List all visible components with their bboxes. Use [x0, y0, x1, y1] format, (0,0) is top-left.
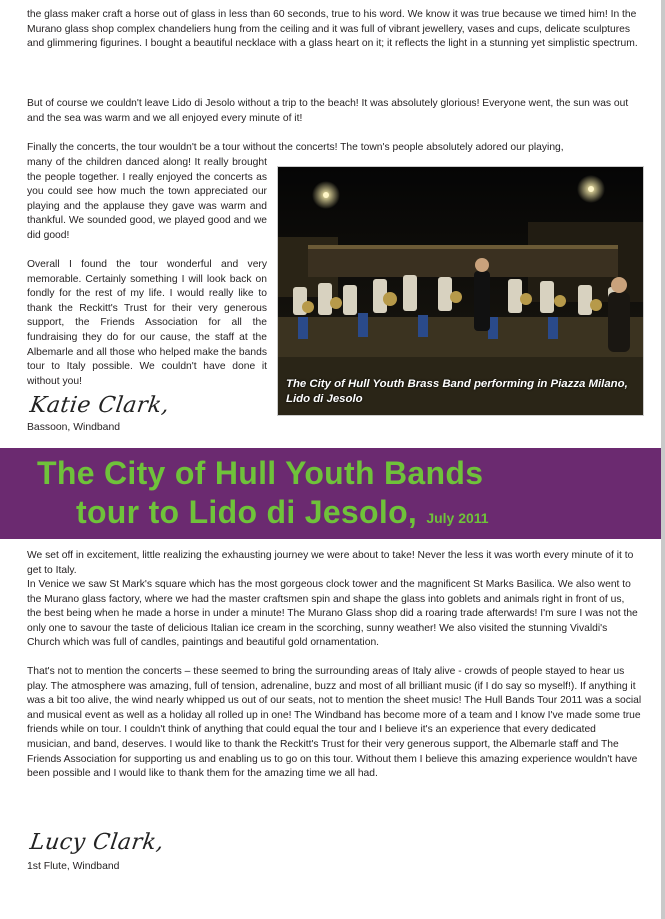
beach-paragraph: But of course we couldn't leave Lido di Jesolo without a trip to the beach! It was absolutely glorious! Everyone went, the sun was out and the sea was warm and we all enjoyed every minute of it!: [27, 98, 629, 124]
concerts-paragraph: many of the children danced along! It really brought the people together. I really enjoyed the concerts as you could see how much the town appreciated our playing and the applause they gave was warm and thankful. We sounded good, we played good and we did good!: [27, 157, 267, 241]
intro-paragraph-glass: the glass maker craft a horse out of glass in less than 60 seconds, true to his word. We know it was true because we timed him! In the Murano glass shop complex chandeliers hung from the ceiling and it was full of vibrant jewellery, vases and cups, delicate sculptures and glimmering figurines. I bought a beautiful necklace with a glass heart on it; it reflects the light in a stunning yet simplistic spectrum.: [27, 9, 638, 50]
signature-role-lucy: 1st Flute, Windband: [27, 861, 120, 872]
banner-title-text: tour to Lido di Jesolo,: [76, 494, 418, 530]
signature-role-katie: Bassoon, Windband: [27, 422, 120, 433]
title-banner: [0, 448, 665, 539]
concerts-summary-paragraph: That's not to mention the concerts – these seemed to bring the surrounding areas of Italy alive - crowds of people stayed to hear us play. The atmosphere was amazing, full of tension, adrenaline, buzz and most of all brilliant music (if I do say so myself!). If anything it was a bit too alive, the wind nearly whipped us out of our seats, not to mention the sheet music! The Hull Bands Tour 2011 was a social and musical event as well as a holiday all rolled up in one! The Windband has become more of a team and I know I've made some true friends while on tour. I couldn't think of anything that could equal the tour and I believe it's an experience that every dedicated musician, and band, deserves. I would like to thank the Reckitt's Trust for their very generous support, the Albemarle staff and The Friends Association for supporting us and enabling us to go on this tour. Without them I believe this amazing experience wouldn't have been possible and I would like to thank them for the amazing time we all had.: [27, 666, 642, 780]
banner-title-line2: [76, 493, 489, 537]
thanks-paragraph: Overall I found the tour wonderful and very memorable. Certainly something I will look back on fondly for the rest of my life. I would really like to thank the Reckitt's Trust for their very generous support, the Friends Association for all the fundraising they do for our cause, the staff at the Albemarle and all those who helped make the bands tour to Italy possible. We couldn't have done it without you!: [27, 259, 267, 387]
signature-lucy-clark: Lucy Clark,: [28, 830, 166, 855]
signature-katie-clark: Katie Clark,: [28, 393, 172, 418]
photo-caption: The City of Hull Youth Brass Band performing in Piazza Milano, Lido di Jesolo: [286, 378, 628, 405]
band-concert-photo: [277, 166, 644, 416]
journey-paragraph: We set off in excitement, little realizing the exhausting journey we were about to take! Never the less it was worth every minute of it to get to Italy.: [27, 550, 634, 576]
scan-edge: [661, 0, 665, 919]
banner-title-line1: The City of Hull Youth Bands: [37, 455, 484, 491]
banner-date: July 2011: [426, 510, 489, 526]
concerts-paragraph-lead: Finally the concerts, the tour wouldn't be a tour without the concerts! The town's people absolutely adored our playing,: [27, 142, 564, 153]
venice-paragraph: In Venice we saw St Mark's square which has the most gorgeous clock tower and the magnificent St Marks Basilica. We also went to the Murano glass factory, where we had the master craftsmen spin and shape the glass into goblets and animals right in front of us, the best being when he made a horse in under a minute! The Murano Glass shop did a roaring trade afterwards! I'm sure I was not the only one to savour the taste of delicious Italian ice cream in the scorching, sunny weather! We also visited the stunning Vivaldi's Church which was full of candles, paintings and beautiful gold ornamentation.: [27, 579, 638, 649]
